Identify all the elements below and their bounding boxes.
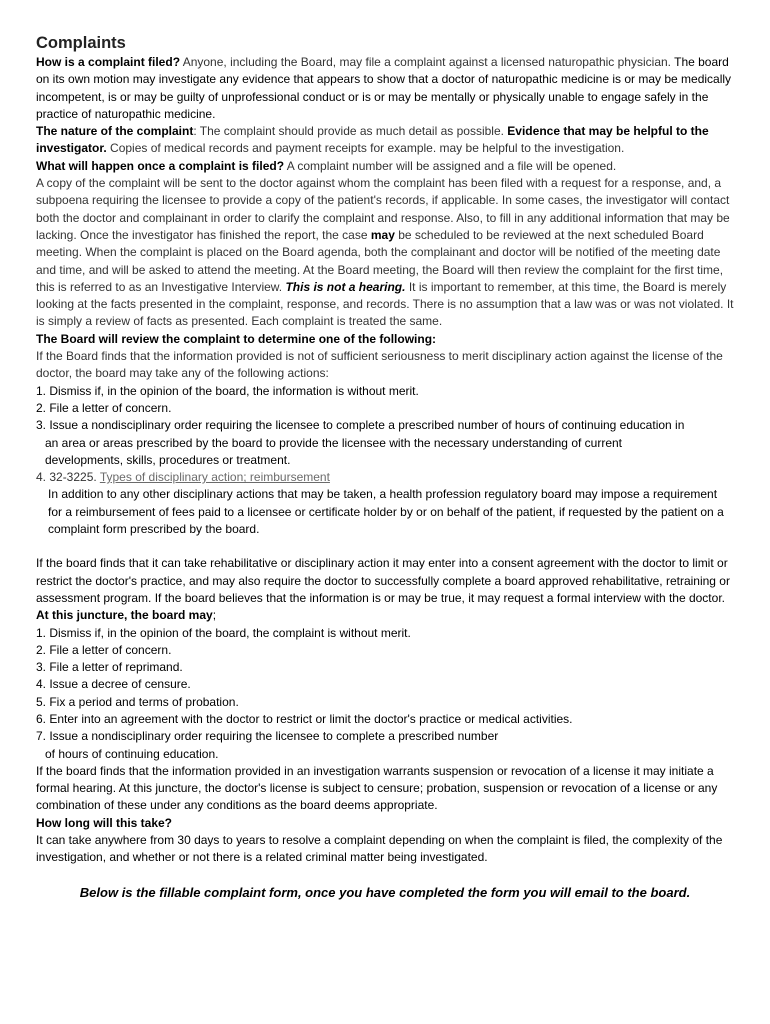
list-item: 6. Enter into an agreement with the doctor to restrict or limit the doctor's practice or medical activities. [36,711,573,726]
actions-list-1 [36,383,734,539]
rehabilitative-paragraph: If the board finds that it can take rehabilitative or disciplinary action it may enter into a consent agreement with the doctor to limit or restrict the doctor's practice, and may also require the doctor to successfully complete a board approved rehabilitative, retraining or assessment program. If the board believes that the information is or may be true, it may request a formal interview with the doctor. [36,556,730,605]
page-title: Complaints [36,34,126,52]
list-item-continued: developments, skills, procedures or treatment. [45,452,291,467]
what-happens-question: What will happen once a complaint is filed? [36,158,285,173]
list-item: 3. File a letter of reprimand. [36,660,183,675]
process-paragraph: A copy of the complaint will be sent to the doctor against whom the complaint has been filed with a request for a response, and, a subpoena requiring the licensee to provide a copy of the patient's records, if applicable. In some cases, the investigator will contact both the doctor and complainant in order to clarify the complaint and response. Also, to fill in any additional information that may be lacking. Once the investigator has finished the report, the case may be scheduled to be reviewed at the next scheduled Board meeting. When the complaint is placed on the Board agenda, both the complainant and doctor will be notified of the meeting date and time, and will be asked to attend the meeting. At the Board meeting, the Board will then review the complaint for the first time, this is referred to as an Investigative Interview. This is not a hearing. It is important to remember, at this time, the Board is merely looking at the facts presented in the complaint, response, and records. There is no assumption that a law was or was not violated. It is simply a review of facts as presented. Each complaint is treated the same. [36,176,734,329]
list-item: 3. Issue a nondisciplinary order requiring the licensee to complete a prescribed number of hours of continuing education in [36,418,685,433]
list-item: 7. Issue a nondisciplinary order requiring the licensee to complete a prescribed number [36,729,499,744]
spacer [36,538,734,555]
nature-paragraph: The nature of the complaint: The complaint should provide as much detail as possible. Evidence that may be helpful to the investigator. Copies of medical records and payment receipts for example. may be helpful to the investigation. [36,124,709,156]
juncture-heading: At this juncture, the board may; [36,608,217,623]
list-item: 1. Dismiss if, in the opinion of the board, the information is without merit. [36,383,419,398]
what-happens-paragraph: What will happen once a complaint is filed? A complaint number will be assigned and a file will be opened. [36,158,617,173]
nature-label: The nature of the complaint [36,124,194,139]
list-item-continued: In addition to any other disciplinary actions that may be taken, a health profession regulatory board may impose a requirement for a reimbursement of fees paid to a licensee or certificate holder by or on behalf of the patient, if requested by the patient on a complaint form prescribed by the board. [48,487,724,537]
hearing-paragraph: If the board finds that the information provided in an investigation warrants suspension or revocation of a license it may initiate a formal hearing. At this juncture, the doctor's license is subject to censure; probation, suspension or revocation of a license or any combination of these under any conditions as the board deems appropriate. [36,763,718,813]
insufficient-paragraph: If the Board finds that the information provided is not of sufficient seriousness to merit disciplinary action against the license of the doctor, the board may take any of the following actions: [36,349,723,381]
how-long-heading: How long will this take? [36,815,173,830]
list-item: 2. File a letter of concern. [36,642,172,657]
actions-list-2 [36,625,734,763]
review-heading: The Board will review the complaint to determine one of the following: [36,331,437,346]
complaint-filed-paragraph: How is a complaint filed? Anyone, including the Board, may file a complaint against a licensed naturopathic physician. The board on its own motion may investigate any evidence that appears to show that a doctor of naturopathic medicine is or may be medically incompetent, is or may be guilty of unprofessional conduct or is or may be mentally or physically unable to engage safely in the practice of naturopathic medicine. [36,55,732,121]
list-item: 4. Issue a decree of censure. [36,677,191,692]
form-instructions: Below is the fillable complaint form, once you have completed the form you will email to the board. [79,884,691,900]
list-item: 1. Dismiss if, in the opinion of the board, the complaint is without merit. [36,625,411,640]
list-item-continued: an area or areas prescribed by the board to provide the licensee with the necessary understanding of current [45,435,623,450]
list-item-continued: of hours of continuing education. [45,746,219,761]
reimbursement-link[interactable]: Types of disciplinary action; reimbursement [99,470,330,485]
list-item: 2. File a letter of concern. [36,400,172,415]
complaint-filed-question: How is a complaint filed? [36,55,181,69]
list-item: 5. Fix a period and terms of probation. [36,694,239,709]
list-item: 4. 32-3225. Types of disciplinary action; reimbursement [36,470,330,485]
timeline-paragraph: It can take anywhere from 30 days to years to resolve a complaint depending on when the complaint is filed, the complexity of the investigation, and whether or not there is a related criminal matter being investigated. [36,833,723,865]
